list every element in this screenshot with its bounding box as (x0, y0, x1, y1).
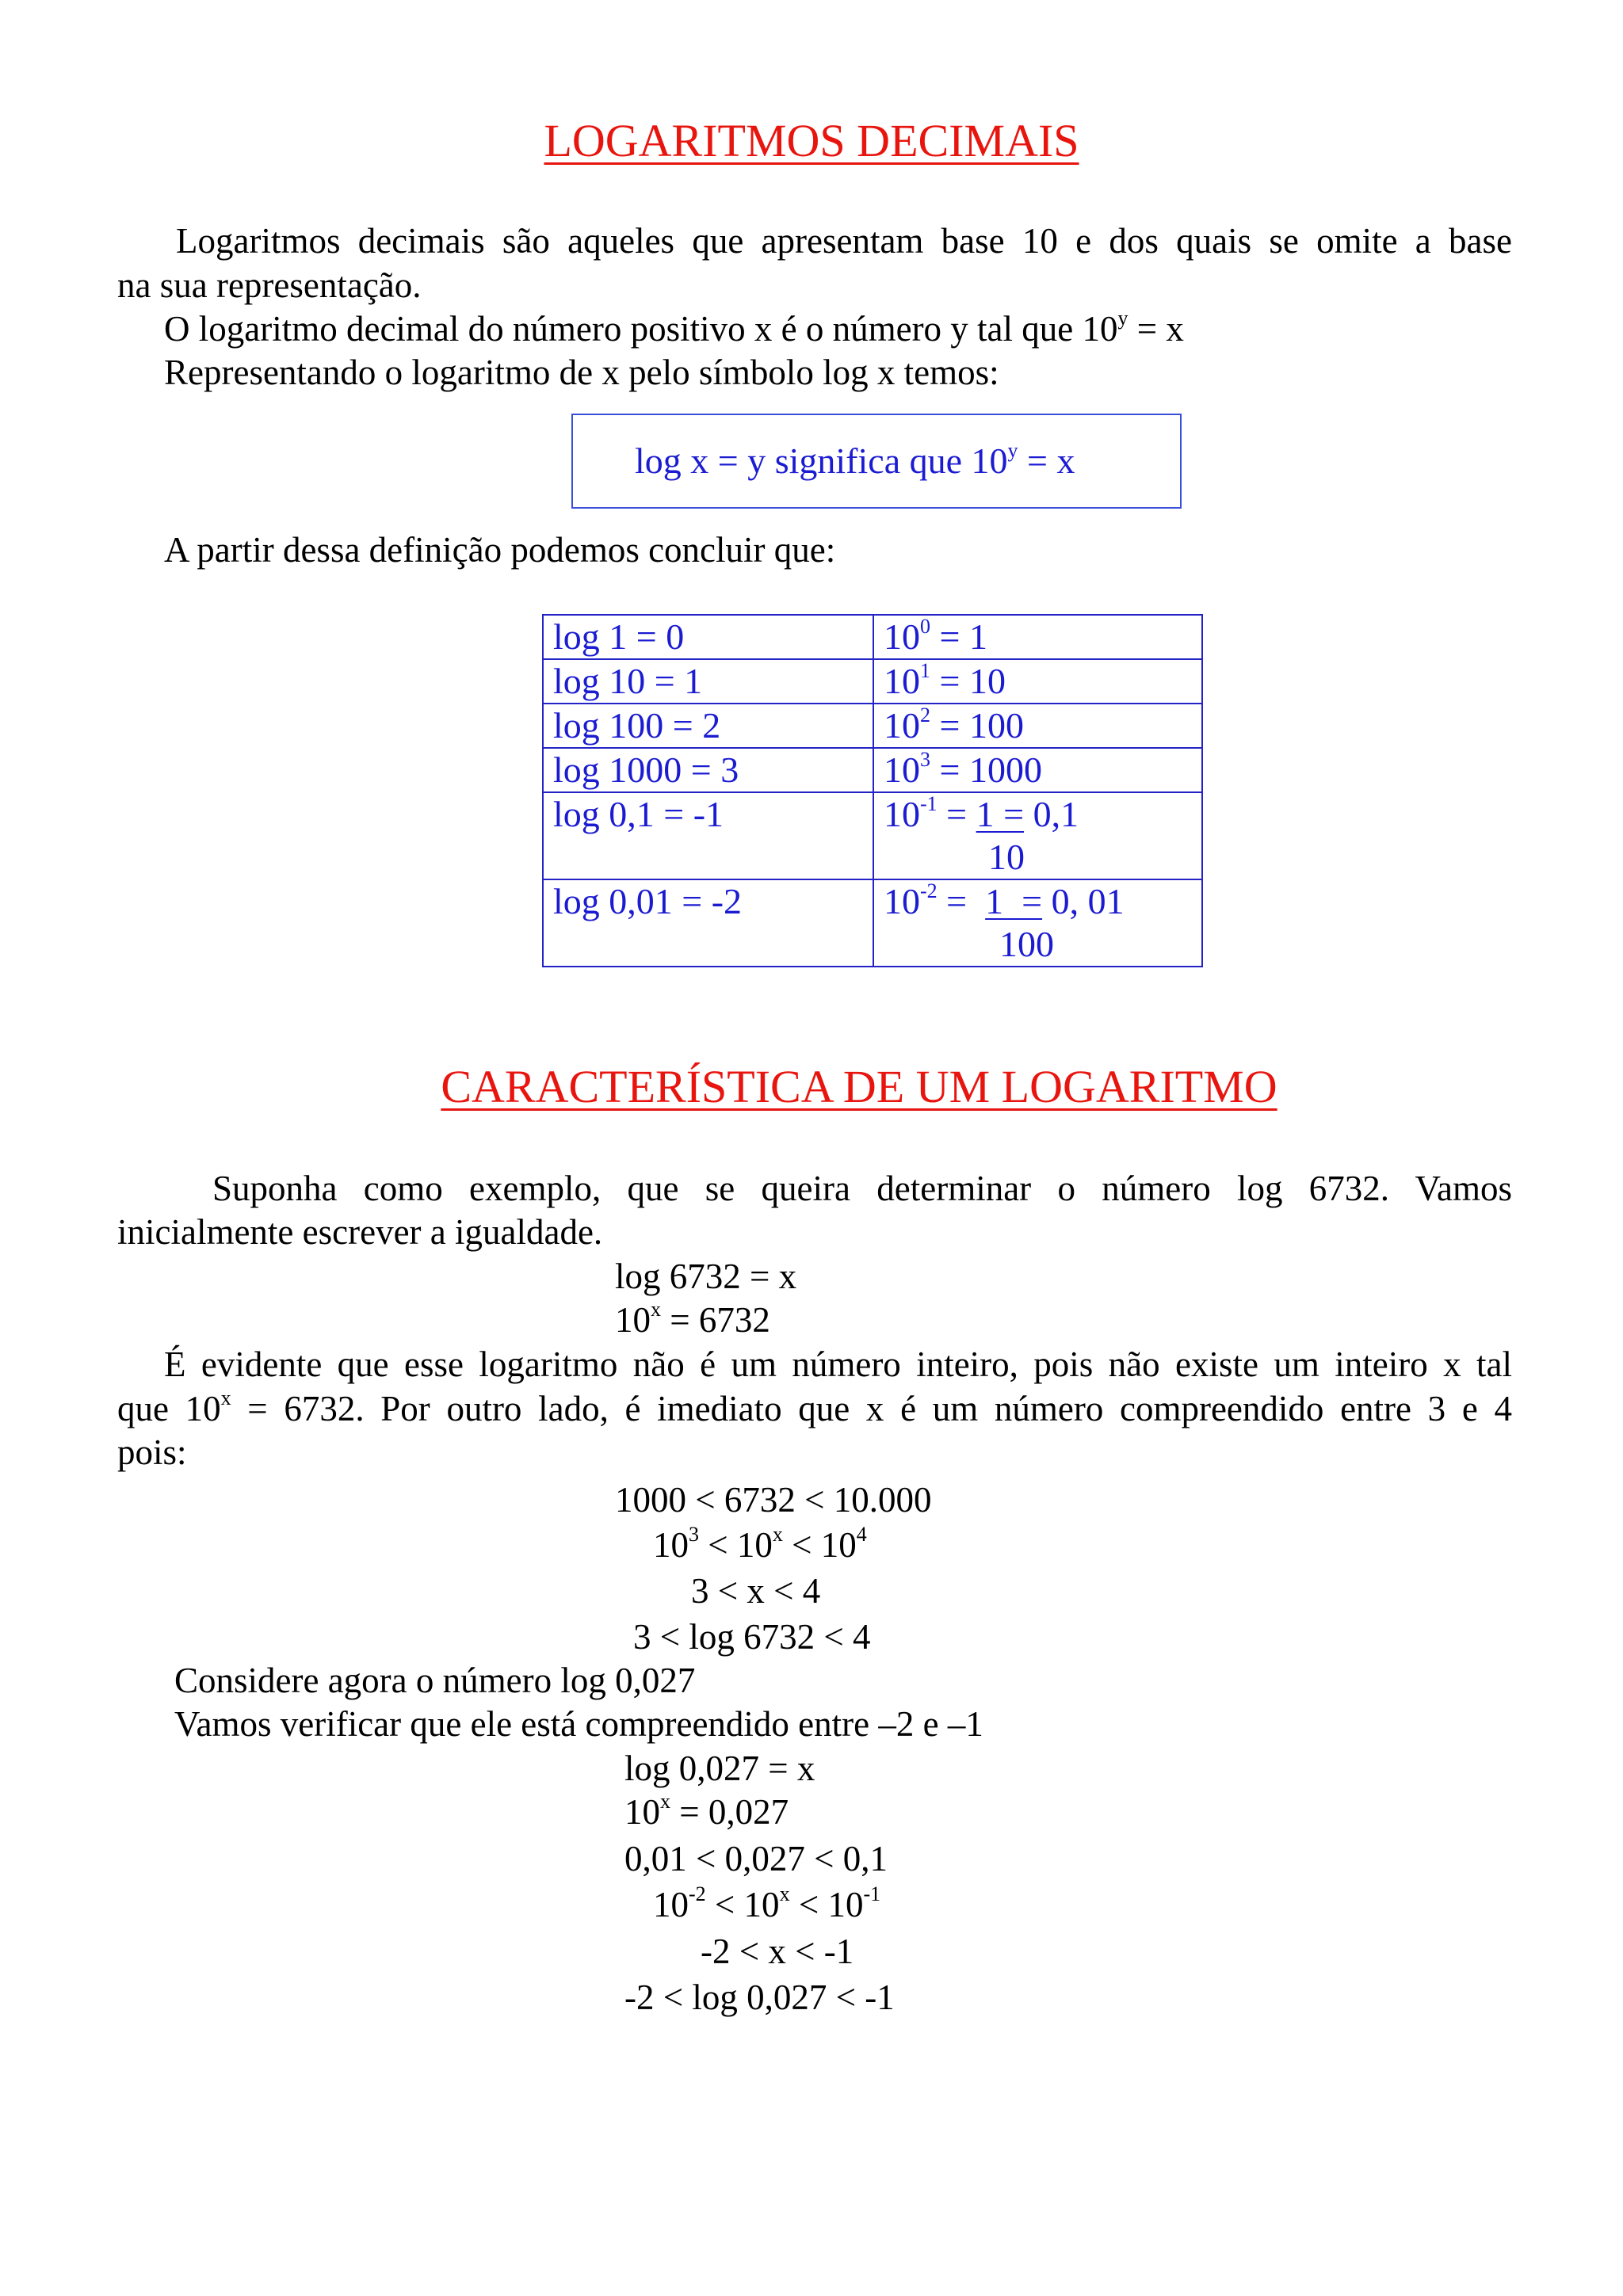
inequality: $10^{-2} < 10^x < 10^{-1}$ (653, 1882, 881, 1924)
table-cell: log 0,1 = -1 (543, 792, 873, 879)
definition-box (571, 414, 1182, 509)
log-table (542, 614, 1203, 967)
paragraph-line: que $10^x = 6732$. Por outro lado, é imediato que x é um número compreendido entre 3 e 4 (117, 1386, 1512, 1428)
table-cell: $10^2 = 100$ (873, 704, 1202, 748)
table-cell: log 10 = 1 (543, 659, 873, 704)
table-cell: $10^{-1} = 1 = 0,1$ 10 (873, 792, 1202, 879)
fraction-numerator: 1 = (976, 794, 1025, 834)
table-cell: $10^{-2} = 1 = 0$, 01 100 (873, 879, 1202, 967)
table-cell: log 100 = 2 (543, 704, 873, 748)
table-cell: $10^3 = 1000$ (873, 748, 1202, 792)
section-title-caracteristica: CARACTERÍSTICA DE UM LOGARITMO (441, 1061, 1277, 1112)
paragraph-line: na sua representação. (117, 265, 422, 305)
table-row (543, 748, 1202, 792)
fraction-numerator: 1 = (985, 881, 1043, 921)
table-row (543, 704, 1202, 748)
fraction-denominator: 10 (988, 837, 1025, 877)
inequality: 1000 < 6732 < 10.000 (615, 1480, 932, 1520)
table-row (543, 879, 1202, 967)
paragraph-line: pois: (117, 1432, 187, 1472)
paragraph-line: Vamos verificar que ele está compreendido entre –2 e –1 (174, 1704, 983, 1744)
paragraph-line: Representando o logaritmo de x pelo símbolo log x temos: (164, 353, 999, 392)
equation: log 0,027 = x (624, 1749, 815, 1788)
table-cell: $10^0 = 1$ (873, 615, 1202, 659)
table-cell: log 0,01 = -2 (543, 879, 873, 967)
paragraph-line: É evidente que esse logaritmo não é um número inteiro, pois não existe um inteiro x tal (164, 1344, 1512, 1384)
inequality: -2 < log 0,027 < -1 (624, 1978, 895, 2017)
equation: $10^x = 6732$ (615, 1298, 770, 1340)
table-row (543, 792, 1202, 879)
table-cell: log 1000 = 3 (543, 748, 873, 792)
inequality: 3 < x < 4 (691, 1571, 821, 1611)
table-row (543, 659, 1202, 704)
section-title-logaritmos-decimais: LOGARITMOS DECIMAIS (544, 115, 1079, 166)
table-cell: $10^1 = 10$ (873, 659, 1202, 704)
paragraph-line: Logaritmos decimais são aqueles que apresentam base 10 e dos quais se omite a base (176, 221, 1512, 261)
inequality: $10^3 < 10^x < 10^4$ (653, 1523, 867, 1565)
equation: $10^x = 0,027$ (624, 1790, 789, 1832)
fraction-denominator: 100 (999, 924, 1054, 964)
paragraph-line: Considere agora o número log 0,027 (174, 1661, 696, 1700)
inequality: -2 < x < -1 (701, 1932, 854, 1971)
paragraph-line: A partir dessa definição podemos concluir que: (164, 530, 836, 570)
equation: log 6732 = x (615, 1257, 797, 1296)
paragraph-line: Suponha como exemplo, que se queira determinar o número log 6732. Vamos (212, 1169, 1512, 1208)
inequality: 0,01 < 0,027 < 0,1 (624, 1839, 888, 1878)
inequality: 3 < log 6732 < 4 (633, 1617, 871, 1657)
definition-sentence: O logaritmo decimal do número positivo x é o número y tal que $10^y = x$ (164, 307, 1184, 349)
definition-formula: log x = y significa que $10^y = x$ (635, 438, 1075, 481)
table-row (543, 615, 1202, 659)
table-cell: log 1 = 0 (543, 615, 873, 659)
paragraph-line: inicialmente escrever a igualdade. (117, 1212, 603, 1252)
